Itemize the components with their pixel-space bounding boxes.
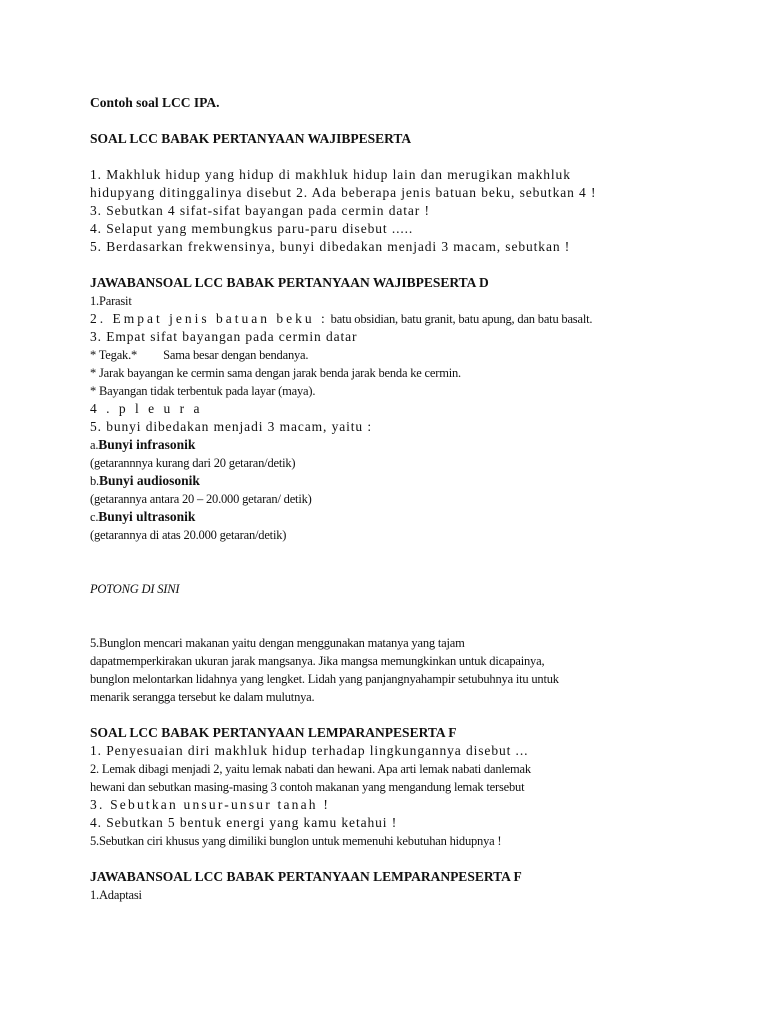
- answer-text: Sama besar dengan bendanya.: [163, 348, 309, 362]
- wajib-soal-line: 3. Sebutkan 4 sifat-sifat bayangan pada cermin datar !: [90, 203, 430, 218]
- question-line: 1. Penyesuaian diri makhluk hidup terhadap lingkungannya disebut ...: [90, 743, 529, 758]
- question-line: 5.Sebutkan ciri khusus yang dimiliki bunglon untuk memenuhi kebutuhan hidupnya !: [90, 834, 502, 848]
- answer-line: 3. Empat sifat bayangan pada cermin datar: [90, 329, 358, 344]
- answer-line: 1.Parasit: [90, 294, 132, 308]
- wajib-jawab-heading: JAWABANSOAL LCC BABAK PERTANYAAN WAJIBPESERTA D: [90, 275, 489, 290]
- answer-line: [90, 436, 730, 454]
- wajib-soal-line: 1. Makhluk hidup yang hidup di makhluk hidup lain dan merugikan makhluk: [90, 167, 571, 182]
- bunglon-line: bunglon melontarkan lidahnya yang lengket. Lidah yang panjangnyahampir setubuhnya itu untuk: [90, 672, 559, 686]
- wajib-soal-line: 5. Berdasarkan frekwensinya, bunyi dibedakan menjadi 3 macam, sebutkan !: [90, 239, 571, 254]
- answer-line: (getarannya antara 20 – 20.000 getaran/ detik): [90, 492, 312, 506]
- answer-line: 4 . p l e u r a: [90, 401, 203, 416]
- answer-line: (getarannya di atas 20.000 getaran/detik): [90, 528, 287, 542]
- answer-label: Bunyi audiosonik: [98, 473, 200, 488]
- answer-line: [90, 508, 730, 526]
- question-line: 3. Sebutkan unsur-unsur tanah !: [90, 797, 331, 812]
- list-letter: b.: [90, 474, 99, 488]
- answer-text: batu obsidian, batu granit, batu apung, dan batu basalt.: [327, 312, 593, 326]
- answer-line: [90, 346, 730, 364]
- cut-line: POTONG DI SINI: [90, 582, 180, 596]
- answer-line: * Jarak bayangan ke cermin sama dengan jarak benda jarak benda ke cermin.: [90, 366, 461, 380]
- answer-bullet: * Tegak.*: [90, 348, 138, 362]
- question-line: hewani dan sebutkan masing-masing 3 contoh makanan yang mengandung lemak tersebut: [90, 780, 525, 794]
- answer-line: 1.Adaptasi: [90, 888, 142, 902]
- bunglon-line: 5.Bunglon mencari makanan yaitu dengan menggunakan matanya yang tajam: [90, 636, 465, 650]
- answer-line: 5. bunyi dibedakan menjadi 3 macam, yaitu :: [90, 419, 373, 434]
- answer-line: * Bayangan tidak terbentuk pada layar (maya).: [90, 384, 316, 398]
- document-page: [90, 94, 730, 904]
- lempar-soal-heading: SOAL LCC BABAK PERTANYAAN LEMPARANPESERTA F: [90, 725, 457, 740]
- bunglon-line: menarik serangga tersebut ke dalam mulutnya.: [90, 690, 315, 704]
- question-line: 2. Lemak dibagi menjadi 2, yaitu lemak nabati dan hewani. Apa arti lemak nabati danlemak: [90, 762, 531, 776]
- answer-prefix: 2. Empat jenis batuan beku :: [90, 311, 328, 326]
- lempar-jawab-heading: JAWABANSOAL LCC BABAK PERTANYAAN LEMPARANPESERTA F: [90, 869, 522, 884]
- wajib-soal-line: 4. Selaput yang membungkus paru-paru disebut .....: [90, 221, 414, 236]
- wajib-soal-heading: SOAL LCC BABAK PERTANYAAN WAJIBPESERTA: [90, 131, 412, 146]
- answer-label: Bunyi ultrasonik: [98, 509, 196, 524]
- answer-line: [90, 472, 730, 490]
- answer-line: [90, 310, 730, 328]
- document-title: Contoh soal LCC IPA.: [90, 95, 220, 110]
- wajib-soal-line: hidupyang ditinggalinya disebut 2. Ada beberapa jenis batuan beku, sebutkan 4 !: [90, 185, 597, 200]
- answer-label: Bunyi infrasonik: [98, 437, 196, 452]
- answer-line: (getarannnya kurang dari 20 getaran/detik): [90, 456, 296, 470]
- list-letter: a.: [90, 438, 99, 452]
- bunglon-line: dapatmemperkirakan ukuran jarak mangsanya. Jika mangsa memungkinkan untuk dicapainya,: [90, 654, 545, 668]
- question-line: 4. Sebutkan 5 bentuk energi yang kamu ketahui !: [90, 815, 398, 830]
- list-letter: c.: [90, 510, 99, 524]
